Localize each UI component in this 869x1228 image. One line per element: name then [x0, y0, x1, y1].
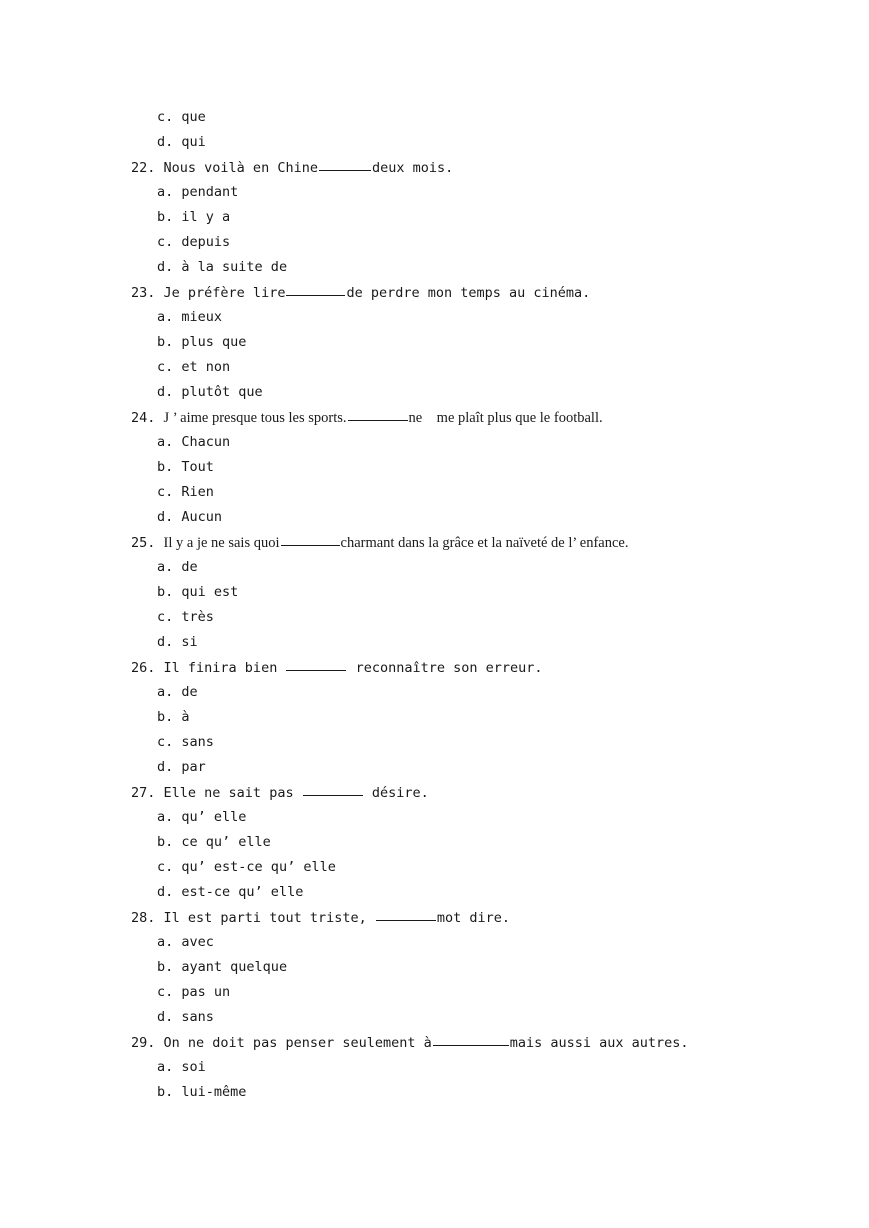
option-text: à — [181, 709, 190, 725]
option-text: sans — [181, 1009, 214, 1025]
question-text-after: de perdre mon temps au cinéma. — [346, 285, 591, 301]
answer-blank — [433, 1030, 509, 1046]
option-text: qu’ est-ce qu’ elle — [181, 859, 336, 875]
option-line — [131, 630, 831, 655]
option-text: par — [181, 759, 206, 775]
option-letter: c. — [157, 484, 174, 500]
option-line — [131, 255, 831, 280]
question-24 — [131, 405, 831, 430]
option-text: depuis — [181, 234, 231, 250]
option-text: Rien — [181, 484, 214, 500]
option-letter: a. — [157, 809, 174, 825]
option-letter: c. — [157, 234, 174, 250]
option-text: et non — [181, 359, 231, 375]
option-line — [131, 805, 831, 830]
question-25 — [131, 530, 831, 555]
option-line — [131, 930, 831, 955]
option-letter: d. — [157, 759, 174, 775]
question-text-after: désire. — [363, 785, 429, 801]
option-line — [131, 1055, 831, 1080]
question-28 — [131, 905, 831, 930]
option-line — [131, 480, 831, 505]
option-text: de — [181, 684, 198, 700]
option-line — [131, 955, 831, 980]
answer-blank — [286, 280, 345, 296]
option-letter: d. — [157, 259, 174, 275]
option-line — [131, 1005, 831, 1030]
question-text-before: Il est parti tout triste, — [163, 910, 375, 926]
question-27 — [131, 780, 831, 805]
option-text: très — [181, 609, 214, 625]
option-text: plus que — [181, 334, 247, 350]
option-line — [131, 205, 831, 230]
option-letter: d. — [157, 1009, 174, 1025]
option-letter: d. — [157, 634, 174, 650]
answer-blank — [303, 780, 363, 796]
option-text: sans — [181, 734, 214, 750]
question-22 — [131, 155, 831, 180]
option-line — [131, 705, 831, 730]
option-letter: b. — [157, 584, 174, 600]
question-text-after: mais aussi aux autres. — [509, 1035, 689, 1051]
option-letter: a. — [157, 559, 174, 575]
question-text-before: On ne doit pas penser seulement à — [163, 1035, 432, 1051]
option-letter: b. — [157, 459, 174, 475]
answer-blank — [281, 530, 340, 546]
option-line — [131, 855, 831, 880]
option-text: plutôt que — [181, 384, 263, 400]
question-text-before: Il y a je ne sais quoi — [163, 535, 280, 551]
option-text: qui est — [181, 584, 239, 600]
option-line — [131, 1080, 831, 1105]
option-letter: a. — [157, 1059, 174, 1075]
option-letter: b. — [157, 834, 174, 850]
option-letter: b. — [157, 709, 174, 725]
option-letter: c. — [157, 109, 174, 125]
option-letter: a. — [157, 309, 174, 325]
option-text: Tout — [181, 459, 214, 475]
option-letter: c. — [157, 609, 174, 625]
question-text-after: reconnaître son erreur. — [347, 660, 543, 676]
option-line — [131, 505, 831, 530]
question-number: 25. — [131, 535, 156, 551]
option-letter: c. — [157, 984, 174, 1000]
option-line — [131, 355, 831, 380]
option-line — [131, 605, 831, 630]
option-line — [131, 680, 831, 705]
option-letter: c. — [157, 859, 174, 875]
option-line — [131, 380, 831, 405]
question-23 — [131, 280, 831, 305]
option-letter: a. — [157, 684, 174, 700]
option-letter: d. — [157, 384, 174, 400]
option-letter: a. — [157, 434, 174, 450]
option-text: mieux — [181, 309, 223, 325]
option-letter: b. — [157, 209, 174, 225]
option-text: ayant quelque — [181, 959, 288, 975]
question-text-before: Il finira bien — [163, 660, 286, 676]
question-text-after: ne me plaît plus que le football. — [408, 410, 603, 426]
option-line — [131, 580, 831, 605]
option-letter: a. — [157, 934, 174, 950]
question-number: 26. — [131, 660, 156, 676]
option-line — [131, 305, 831, 330]
option-text: pendant — [181, 184, 239, 200]
option-line — [131, 430, 831, 455]
question-number: 27. — [131, 785, 156, 801]
option-text: Chacun — [181, 434, 231, 450]
question-list — [131, 105, 831, 1105]
question-number: 28. — [131, 910, 156, 926]
question-26 — [131, 655, 831, 680]
option-text: avec — [181, 934, 214, 950]
option-line — [131, 755, 831, 780]
question-number: 24. — [131, 410, 156, 426]
question-number: 22. — [131, 160, 156, 176]
option-letter: d. — [157, 509, 174, 525]
option-letter: b. — [157, 334, 174, 350]
option-text: lui-même — [181, 1084, 247, 1100]
option-text: il y a — [181, 209, 231, 225]
option-text: que — [181, 109, 206, 125]
option-line — [131, 455, 831, 480]
option-line — [131, 180, 831, 205]
option-text: Aucun — [181, 509, 223, 525]
answer-blank — [348, 405, 408, 421]
question-number: 29. — [131, 1035, 156, 1051]
option-letter: d. — [157, 134, 174, 150]
answer-blank — [286, 655, 346, 671]
question-text-before: Je préfère lire — [163, 285, 286, 301]
option-text: pas un — [181, 984, 231, 1000]
option-text: à la suite de — [181, 259, 288, 275]
question-text-before: Elle ne sait pas — [163, 785, 302, 801]
question-text-after: charmant dans la grâce et la naïveté de l’ enfance. — [340, 535, 629, 551]
option-text: qu’ elle — [181, 809, 247, 825]
option-line — [131, 980, 831, 1005]
question-text-after: mot dire. — [436, 910, 511, 926]
option-letter: d. — [157, 884, 174, 900]
option-letter: c. — [157, 734, 174, 750]
option-text: est-ce qu’ elle — [181, 884, 304, 900]
option-letter: b. — [157, 959, 174, 975]
answer-blank — [376, 905, 436, 921]
option-line — [131, 730, 831, 755]
option-line — [131, 105, 831, 130]
option-line — [131, 330, 831, 355]
question-text-after: deux mois. — [371, 160, 454, 176]
option-text: soi — [181, 1059, 206, 1075]
option-text: qui — [181, 134, 206, 150]
option-line — [131, 230, 831, 255]
option-line — [131, 830, 831, 855]
question-text-before: Nous voilà en Chine — [163, 160, 318, 176]
option-text: si — [181, 634, 198, 650]
option-line — [131, 880, 831, 905]
option-letter: b. — [157, 1084, 174, 1100]
option-text: ce qu’ elle — [181, 834, 271, 850]
option-line — [131, 555, 831, 580]
question-number: 23. — [131, 285, 156, 301]
question-text-before: J ’ aime presque tous les sports. — [163, 410, 347, 426]
option-letter: a. — [157, 184, 174, 200]
answer-blank — [319, 155, 371, 171]
option-text: de — [181, 559, 198, 575]
option-line — [131, 130, 831, 155]
question-29 — [131, 1030, 831, 1055]
option-letter: c. — [157, 359, 174, 375]
